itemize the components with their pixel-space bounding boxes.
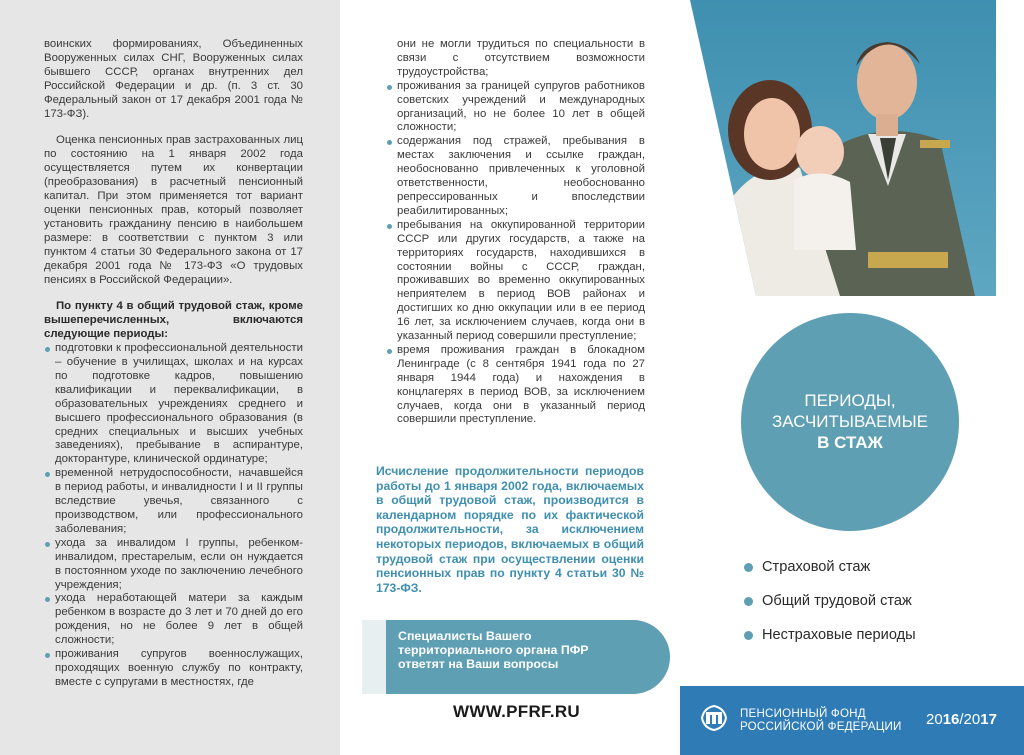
periods-list-continued xyxy=(386,80,645,428)
org-line-1: ПЕНСИОННЫЙ ФОНД xyxy=(740,707,866,720)
contact-banner-stripe xyxy=(362,620,386,694)
pfr-logo-icon xyxy=(698,704,730,732)
list-item: время проживания граждан в блокадном Ленинграде (с 8 сентября 1941 года по 27 января 1944 года) и нахождения в концлагерях в период ВОВ, за исключением случаев, когда они в указанный период совершили преступление. xyxy=(386,344,645,427)
year-start: 16 xyxy=(942,711,960,728)
list-item xyxy=(744,591,916,625)
list-item: временной нетрудоспособности, начавшейся в период работы, и инвалидности I и II группы вследствие увечья, связанного с производством, или профессионального заболевания; xyxy=(44,467,303,537)
title-line-3: В СТАЖ xyxy=(817,433,883,452)
evaluation-paragraph: Оценка пенсионных прав застрахованных лиц по состоянию на 1 января 2002 года осуществляется путем их конвертации (преобразования) в расчетный пенсионный капитал. При этом применяется тот вариант оценки пенсионных прав, который позволяет установить гражданину пенсию в наибольшем размере: в соответствии с пунктом 3 или пунктом 4 статьи 30 Федерального закона от 17 декабря 2001 года № 173-ФЗ «О трудовых пенсиях в Российской Федерации». xyxy=(44,134,303,286)
year-end: 17 xyxy=(980,711,997,728)
year-prefix: 20 xyxy=(926,711,943,728)
year-separator: /20 xyxy=(959,711,981,728)
intro-paragraph: воинских формированиях, Объединенных Вооруженных силах СНГ, Вооруженных силах бывшего СССР, органах внутренних дел Российской Федерации и др. (п. 3 ст. 30 Федеральный закон от 17 декабря 2001 года № 173-ФЗ). xyxy=(44,38,303,120)
org-line-2: РОССИЙСКОЙ ФЕДЕРАЦИИ xyxy=(740,720,902,733)
list-item: проживания супругов военнослужащих, проходящих военную службу по контракту, вместе с супругами в местностях, где xyxy=(44,648,303,690)
contact-text: Специалисты Вашего территориального органа ПФР ответят на Ваши вопросы xyxy=(398,629,589,672)
family-photo xyxy=(690,0,996,296)
list-item: проживания за границей супругов работников советских учреждений и международных организаций, но не более 10 лет в общей сложности; xyxy=(386,80,645,136)
bullet-dot-icon xyxy=(744,563,753,572)
calculation-highlight: Исчисление продолжительности периодов работы до 1 января 2002 года, включаемых в общий трудовой стаж, производится в календарном порядке по их фактической продолжительности, за исключением некоторых периодов, включаемых в общий трудовой стаж при осуществлении оценки пенсионных прав по пункту 4 статьи 30 № 173-ФЗ. xyxy=(376,464,644,595)
type-label: Страховой стаж xyxy=(762,559,871,575)
list-item: ухода неработающей матери за каждым ребенком в возрасте до 3 лет и 70 дней до его рождения, но не более 9 лет в общей сложности; xyxy=(44,592,303,648)
year-range xyxy=(926,711,997,728)
middle-text-column xyxy=(386,38,645,427)
type-label: Нестраховые периоды xyxy=(762,627,916,643)
website-link[interactable]: WWW.PFRF.RU xyxy=(453,702,580,721)
bullet-dot-icon xyxy=(744,631,753,640)
periods-list xyxy=(44,342,303,690)
title-line-2: ЗАСЧИТЫВАЕМЫЕ xyxy=(772,412,928,431)
list-item: подготовки к профессиональной деятельности – обучение в училищах, школах и на курсах по подготовке кадров, повышению квалификации и переквалификации, в образовательных учреждениях среднего и высшего профессионального образования (в средних специальных и высших учебных заведениях), пребывание в аспирантуре, докторантуре, клинической ординатуре; xyxy=(44,342,303,467)
stazh-types-list xyxy=(744,557,916,659)
organization-name xyxy=(740,707,902,733)
continuation-text: они не могли трудиться по специальности в связи с отсутствием возможности трудоустройства; xyxy=(397,38,645,78)
list-item xyxy=(744,557,916,591)
list-item: ухода за инвалидом I группы, ребенком-инвалидом, престарелым, если он нуждается в постоянном уходе по заключению лечебного учреждения; xyxy=(44,537,303,593)
list-item: пребывания на оккупированной территории СССР или других государств, а также на территориях государств, находившихся в состоянии войны с СССР, граждан, проживавших во временно оккупированных неприятелем в период ВОВ районах и достигших ко дню оккупации или в ее период 16 лет, за исключением случаев, когда они в указанный период совершили преступление; xyxy=(386,219,645,344)
periods-heading: По пункту 4 в общий трудовой стаж, кроме вышеперечисленных, включаются следующие периоды: xyxy=(44,300,303,341)
list-item: содержания под стражей, пребывания в местах заключения и ссылке граждан, необоснованно привлеченных к уголовной ответственности, необоснованно репрессированных и впоследствии реабилитированных; xyxy=(386,135,645,218)
page-title xyxy=(741,390,959,453)
left-text-column xyxy=(44,38,303,690)
family-photo-illustration xyxy=(690,0,996,296)
title-line-1: ПЕРИОДЫ, xyxy=(804,391,896,410)
bullet-dot-icon xyxy=(744,597,753,606)
list-item xyxy=(744,625,916,659)
type-label: Общий трудовой стаж xyxy=(762,593,912,609)
